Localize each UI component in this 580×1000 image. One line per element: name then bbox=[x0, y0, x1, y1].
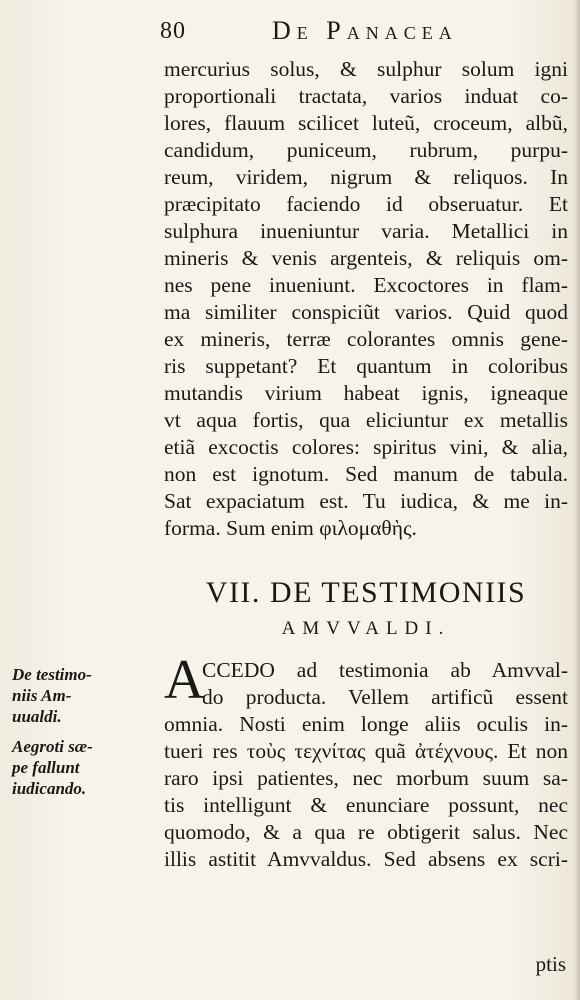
margin-note-line: niis Am- bbox=[12, 686, 72, 705]
margin-note-line: iudicando. bbox=[12, 779, 87, 798]
margin-note-line: Aegroti sæ- bbox=[12, 737, 93, 756]
margin-note-line: pe fallunt bbox=[12, 758, 80, 777]
margin-note-patients bbox=[12, 736, 157, 799]
text-line: ex mineris, terræ colorantes omnis gene- bbox=[164, 327, 568, 351]
text-line: reum, viridem, nigrum & reliquos. In bbox=[164, 165, 568, 189]
text-line: illis astitit Amvvaldus. Sed absens ex scri- bbox=[164, 847, 568, 871]
text-line: lores, flauum scilicet luteũ, croceum, albũ, bbox=[164, 111, 568, 135]
text-line: mutandis virium habeat ignis, igneaque bbox=[164, 381, 568, 405]
section-heading: VII. DE TESTIMONIIS bbox=[205, 576, 527, 609]
text-line: etiã excoctis colores: spiritus vini, & alia, bbox=[164, 435, 568, 459]
text-line: do producta. Vellem artificũ essent bbox=[202, 685, 568, 709]
running-title: De Panacea bbox=[272, 16, 458, 45]
text-line: tueri res τοὺς τεχνίτας quã ἀτέχνους. Et non bbox=[164, 739, 568, 763]
main-text-block bbox=[164, 56, 568, 542]
text-line: omnia. Nosti enim longe aliis oculis in- bbox=[164, 712, 568, 736]
text-line: CCEDO ad testimonia ab Amvval- bbox=[202, 658, 568, 682]
margin-note-line: uualdi. bbox=[12, 707, 62, 726]
section-text-block bbox=[164, 649, 568, 872]
running-header bbox=[160, 14, 560, 48]
page-edge-shadow bbox=[574, 0, 580, 1000]
section-subheading: AMVVALDI. bbox=[281, 618, 451, 639]
catchword: ptis bbox=[535, 952, 566, 976]
text-line: ma similiter conspiciũt varios. Quid quod bbox=[164, 300, 568, 324]
text-line: proportionali tractata, varios induat co- bbox=[164, 84, 568, 108]
text-line: vt aqua fortis, qua eliciuntur ex metallis bbox=[164, 408, 568, 432]
text-line: nes pene inueniunt. Excoctores in flam- bbox=[164, 273, 568, 297]
text-line: mineris & venis argenteis, & reliquis om- bbox=[164, 246, 568, 270]
text-line: raro ipsi patientes, nec morbum suum sa- bbox=[164, 766, 568, 790]
margin-note-testimonies bbox=[12, 664, 157, 727]
text-line: candidum, puniceum, rubrum, purpu- bbox=[164, 138, 568, 162]
text-line: ris suppetant? Et quantum in coloribus bbox=[164, 354, 568, 378]
text-line: Sat expaciatum est. Tu iudica, & me in- bbox=[164, 489, 568, 513]
text-line: sulphura inueniuntur varia. Metallici in bbox=[164, 219, 568, 243]
text-line: quomodo, & a qua re obtigerit salus. Nec bbox=[164, 820, 568, 844]
drop-capital: A bbox=[164, 649, 205, 711]
text-line: forma. Sum enim φιλομαθὴς. bbox=[164, 516, 417, 540]
text-line: non est ignotum. Sed manum de tabula. bbox=[164, 462, 568, 486]
page-number: 80 bbox=[160, 18, 186, 44]
text-line: tis intelligunt & enunciare possunt, nec bbox=[164, 793, 568, 817]
text-line: mercurius solus, & sulphur solum igni bbox=[164, 57, 568, 81]
text-line: præcipitato faciendo id obseruatur. Et bbox=[164, 192, 568, 216]
margin-note-line: De testimo- bbox=[12, 665, 92, 684]
